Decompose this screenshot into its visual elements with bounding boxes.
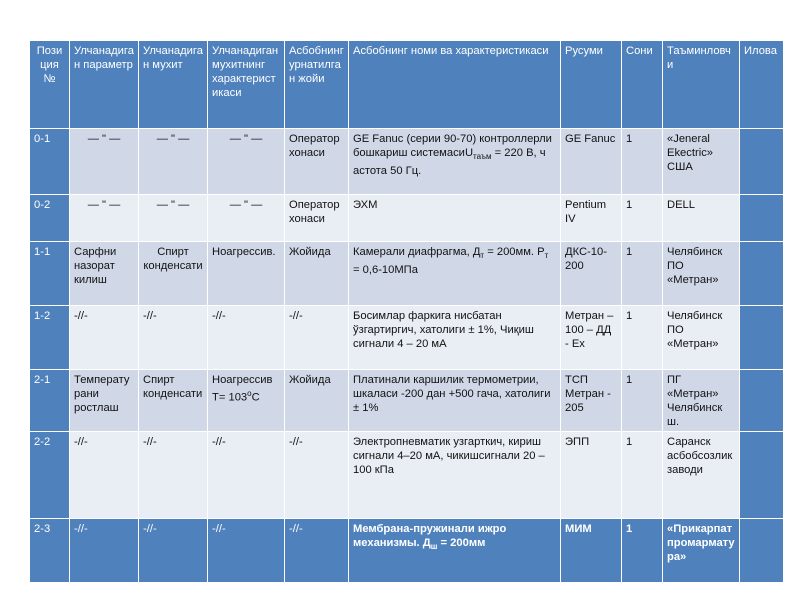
row-parameter: -//-	[70, 306, 139, 370]
row-note	[740, 242, 784, 306]
row-device-name: Камерали диафрагма, $Д_т = 200мм$. $P_т = 0,6-10МПа$	[349, 242, 561, 306]
row-medium-characteristic: — " —	[208, 195, 285, 242]
row-parameter: Сарфни назорат килиш	[70, 242, 139, 306]
row-note	[740, 370, 784, 432]
header-parameter: Улчанадиган параметр	[70, 41, 139, 129]
row-supplier: Саранск асбобсозлик заводи	[663, 432, 740, 519]
row-installation-place: Жойида	[285, 242, 349, 306]
header-device-name: Асбобнинг номи ва характеристикаси	[349, 41, 561, 129]
row-note	[740, 432, 784, 519]
row-device-name: Платинали каршилик термометрии, шкаласи -200 дан +500 гача, хатолиги ± 1%	[349, 370, 561, 432]
row-supplier: ПГ «Метран» Челябинск ш.	[663, 370, 740, 432]
row-medium-characteristic: — " —	[208, 129, 285, 195]
row-type: GE Fanuc	[561, 129, 622, 195]
row-medium: -//-	[139, 306, 208, 370]
row-note	[740, 519, 784, 583]
row-note	[740, 129, 784, 195]
row-type: ДКС-10-200	[561, 242, 622, 306]
row-supplier: Челябинск ПО «Метран»	[663, 242, 740, 306]
row-medium-characteristic: -//-	[208, 306, 285, 370]
row-parameter: -//-	[70, 519, 139, 583]
row-installation-place: -//-	[285, 306, 349, 370]
row-note	[740, 195, 784, 242]
row-device-name: Электропневматик узгарткич, кириш сигнали 4–20 мА, чикишсигнали 20 – 100 кПа	[349, 432, 561, 519]
row-medium: — " —	[139, 195, 208, 242]
header-row	[30, 41, 784, 129]
row-supplier: DELL	[663, 195, 740, 242]
row-quantity: 1	[622, 432, 663, 519]
row-type: Pentium IV	[561, 195, 622, 242]
instrument-specification-table	[29, 40, 784, 583]
table-row	[30, 370, 784, 432]
row-type: МИМ	[561, 519, 622, 583]
table-row	[30, 519, 784, 583]
row-quantity: 1	[622, 242, 663, 306]
row-device-name: Мембрана-пружинали ижро механизмы. $Д_ш = 200мм$	[349, 519, 561, 583]
row-medium-characteristic: Ноагрессив $T= 103^oC$	[208, 370, 285, 432]
table-row	[30, 306, 784, 370]
row-parameter: — " —	[70, 129, 139, 195]
row-position: 0-1	[30, 129, 70, 195]
row-device-name: GE Fanuc (серии 90-70) контроллерли бошкариш системасиU$_{таъм}$ = 220 В, ч астота 50 Гц.	[349, 129, 561, 195]
row-medium: — " —	[139, 129, 208, 195]
row-medium: Спирт конденсати	[139, 242, 208, 306]
header-medium-characteristic: Улчанадиган мухитнинг характеристикаси	[208, 41, 285, 129]
row-quantity: 1	[622, 370, 663, 432]
row-device-name: Босимлар фаркига нисбатан ўзгартиргич, хатолиги ± 1%, Чиқиш сигнали 4 – 20 мА	[349, 306, 561, 370]
table-row	[30, 195, 784, 242]
row-quantity: 1	[622, 195, 663, 242]
row-position: 2-1	[30, 370, 70, 432]
row-device-name: ЭХМ	[349, 195, 561, 242]
row-medium: -//-	[139, 432, 208, 519]
table-row	[30, 432, 784, 519]
row-type: ЭПП	[561, 432, 622, 519]
row-supplier: «Jeneral Ekectric» США	[663, 129, 740, 195]
row-type: Метран – 100 – ДД - Ех	[561, 306, 622, 370]
row-medium-characteristic: -//-	[208, 519, 285, 583]
row-installation-place: Оператор хонаси	[285, 129, 349, 195]
row-parameter: -//-	[70, 432, 139, 519]
row-supplier: «Прикарпатпромарматура»	[663, 519, 740, 583]
row-installation-place: Жойида	[285, 370, 349, 432]
header-type: Русуми	[561, 41, 622, 129]
row-medium-characteristic: Ноагрессив.	[208, 242, 285, 306]
row-parameter: — " —	[70, 195, 139, 242]
header-position: Позиция №	[30, 41, 70, 129]
row-medium-characteristic: -//-	[208, 432, 285, 519]
row-quantity: 1	[622, 519, 663, 583]
header-note: Илова	[740, 41, 784, 129]
row-quantity: 1	[622, 129, 663, 195]
header-medium: Улчанадиган мухит	[139, 41, 208, 129]
row-installation-place: Оператор хонаси	[285, 195, 349, 242]
row-installation-place: -//-	[285, 432, 349, 519]
row-quantity: 1	[622, 306, 663, 370]
row-position: 0-2	[30, 195, 70, 242]
header-quantity: Сони	[622, 41, 663, 129]
row-installation-place: -//-	[285, 519, 349, 583]
row-supplier: Челябинск ПО «Метран»	[663, 306, 740, 370]
row-note	[740, 306, 784, 370]
row-position: 1-2	[30, 306, 70, 370]
header-supplier: Таъминловчи	[663, 41, 740, 129]
row-position: 2-3	[30, 519, 70, 583]
row-position: 2-2	[30, 432, 70, 519]
table-row	[30, 129, 784, 195]
row-medium: Спирт конденсати	[139, 370, 208, 432]
row-position: 1-1	[30, 242, 70, 306]
row-medium: -//-	[139, 519, 208, 583]
row-parameter: Температурани ростлаш	[70, 370, 139, 432]
table-row	[30, 242, 784, 306]
row-type: ТСП Метран - 205	[561, 370, 622, 432]
header-installation-place: Асбобнинг урнатилган жойи	[285, 41, 349, 129]
